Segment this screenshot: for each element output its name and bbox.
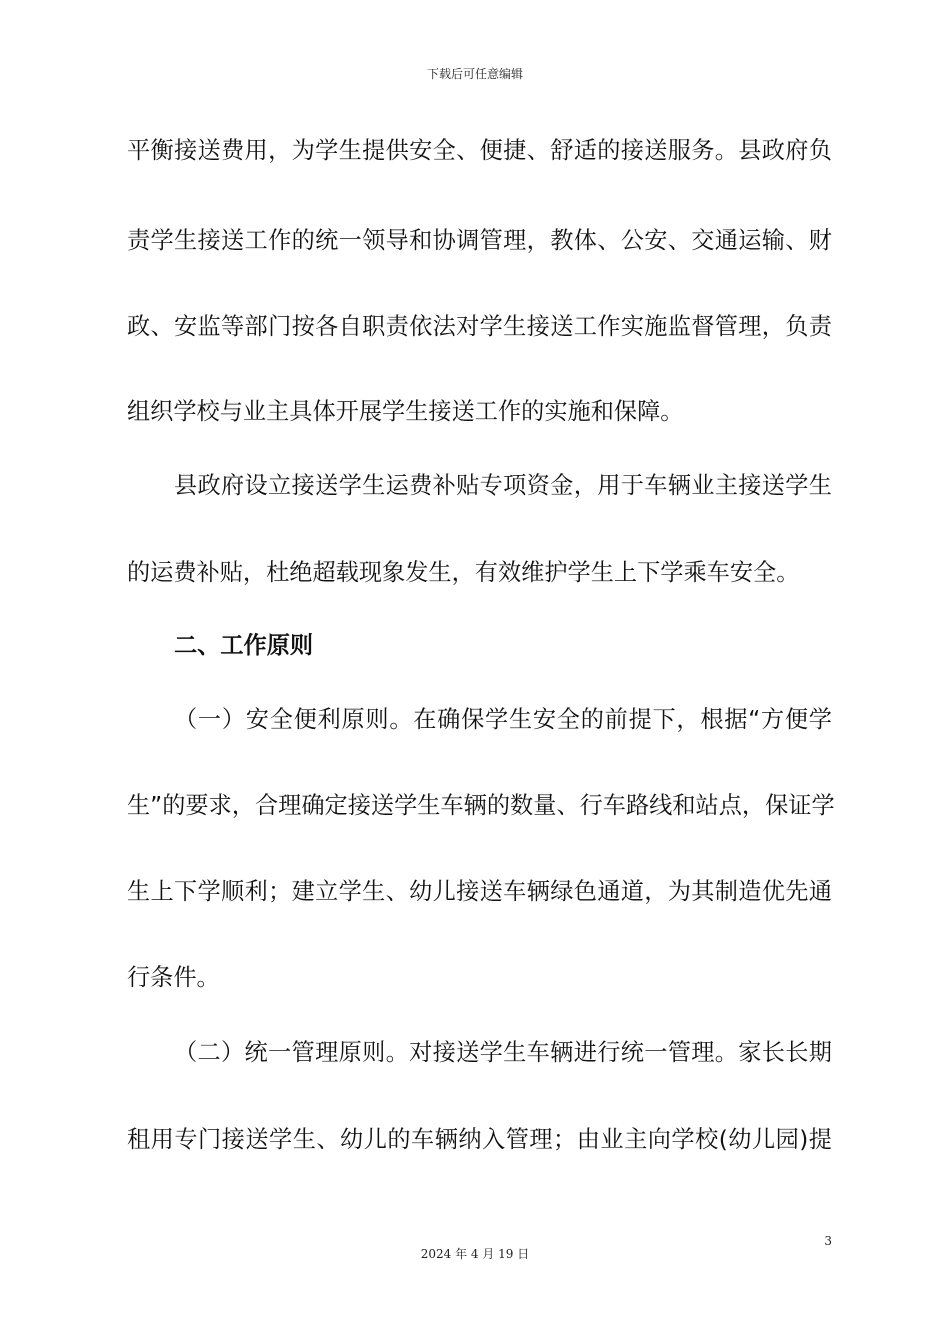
section-heading: 二、工作原则 [174, 632, 314, 659]
paragraph-1-line-1: 平衡接送费用，为学生提供安全、便捷、舒适的接送服务。县政府负 [127, 137, 832, 164]
paragraph-1-line-4: 组织学校与业主具体开展学生接送工作的实施和保障。 [127, 398, 684, 425]
paragraph-3-line-3: 生上下学顺利；建立学生、幼儿接送车辆绿色通道，为其制造优先通 [127, 878, 832, 905]
paragraph-2-line-1: 县政府设立接送学生运费补贴专项资金，用于车辆业主接送学生 [174, 472, 832, 499]
paragraph-4-line-2: 租用专门接送学生、幼儿的车辆纳入管理；由业主向学校(幼儿园)提 [127, 1126, 832, 1153]
paragraph-3-line-1: （一）安全便利原则。在确保学生安全的前提下，根据“方便学 [174, 706, 832, 733]
page-number: 3 [824, 1234, 832, 1248]
paragraph-3-line-2: 生”的要求，合理确定接送学生车辆的数量、行车路线和站点，保证学 [127, 792, 835, 819]
paragraph-1-line-2: 责学生接送工作的统一领导和协调管理，教体、公安、交通运输、财 [127, 227, 832, 254]
paragraph-1-line-3: 政、安监等部门按各自职责依法对学生接送工作实施监督管理，负责 [127, 313, 832, 340]
paragraph-3-line-4: 行条件。 [127, 964, 220, 991]
footer-date: 2024 年 4 月 19 日 [420, 1247, 530, 1261]
paragraph-4-line-1: （二）统一管理原则。对接送学生车辆进行统一管理。家长长期 [174, 1039, 832, 1066]
paragraph-2-line-2: 的运费补贴，杜绝超载现象发生，有效维护学生上下学乘车安全。 [127, 559, 800, 586]
page-header: 下载后可任意编辑 [426, 67, 523, 81]
